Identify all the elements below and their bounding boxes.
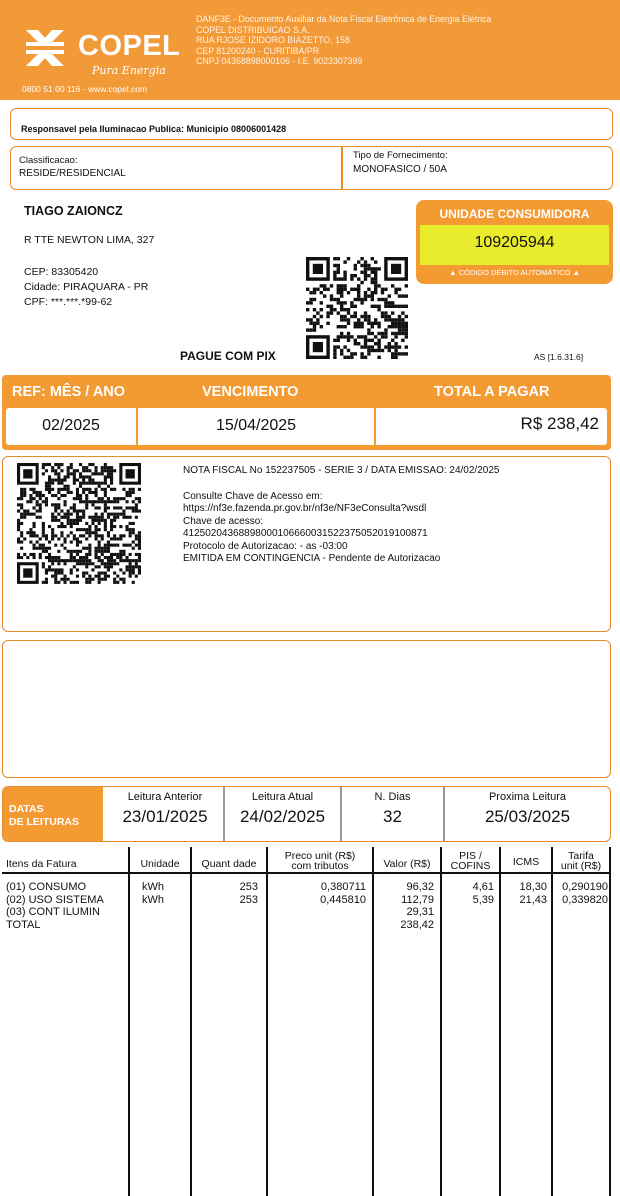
col-icms: ICMS — [512, 856, 540, 868]
table-cell-pis: 5,39 — [472, 893, 494, 906]
icms-col — [501, 881, 547, 906]
classificacao-label: Classificacao: — [19, 155, 78, 166]
proxima-value: 25/03/2025 — [484, 807, 571, 826]
nf-qr-code-icon — [17, 463, 143, 585]
uc-number: 109205944 — [474, 234, 555, 251]
items-col — [6, 881, 104, 931]
preco-col — [268, 881, 366, 906]
col-preco: Preco unit (R$) com tributos — [284, 850, 356, 872]
items-table — [2, 847, 611, 1196]
issuer-line: CNPJ 04368898000106 - I.E. 9023307399 — [196, 56, 363, 66]
table-cell-icms: 18,30 — [519, 881, 547, 893]
nf-line: Chave de acesso: — [183, 515, 264, 527]
uc-box — [416, 200, 613, 284]
pis-col — [442, 881, 494, 906]
blank-box — [2, 640, 611, 778]
nf-link[interactable]: https://nf3e.fazenda.pr.gov.br/nf3e/NF3eConsulta?wsdl — [183, 503, 427, 514]
brand-slogan: Pura Energia — [92, 64, 166, 77]
pix-qr-code-icon — [306, 257, 409, 360]
table-cell-valor: 96,32 — [406, 881, 434, 893]
table-cell-quantidade: 253 — [239, 893, 258, 906]
issuer-line: CEP 81200240 - CURITIBA/PR — [196, 45, 320, 56]
anterior-label: Leitura Anterior — [127, 791, 203, 803]
table-cell-unidade: kWh — [142, 881, 164, 893]
table-cell-tarifa: 0,290190 — [562, 881, 608, 893]
atual-value: 24/02/2025 — [239, 807, 326, 826]
table-row-item: (01) CONSUMO — [6, 881, 87, 893]
total-label: TOTAL A PAGAR — [434, 384, 550, 400]
tarifa-col — [553, 881, 608, 906]
version-code: AS [1.6.31.6] — [534, 352, 584, 362]
atual-label: Leitura Atual — [251, 791, 314, 803]
table-cell-preco: 0,380711 — [320, 881, 366, 893]
dias-value: 32 — [383, 807, 402, 826]
nota-fiscal-box — [2, 456, 611, 632]
issuer-line: COPEL DISTRIBUICAO S.A. — [196, 24, 310, 35]
nf-line: EMITIDA EM CONTINGENCIA - Pendente de Autorizacao — [183, 553, 441, 564]
col-tarifa: Tarifa unit (R$) — [560, 850, 602, 872]
venc-label: VENCIMENTO — [202, 384, 299, 400]
nf-details — [183, 465, 499, 566]
venc-value: 15/04/2025 — [215, 417, 297, 434]
col-quantidade: Quant dade — [201, 858, 257, 870]
divider — [341, 147, 343, 189]
valor-col — [374, 881, 434, 931]
responsavel-box — [10, 108, 613, 140]
table-cell-valor: 29,31 — [406, 906, 434, 918]
table-cell-unidade: kWh — [142, 893, 164, 906]
table-cell-tarifa: 0,339820 — [562, 893, 608, 906]
total-value: R$ 238,42 — [520, 414, 599, 433]
customer-address: R TTE NEWTON LIMA, 327 — [24, 234, 155, 246]
uc-title: UNIDADE CONSUMIDORA — [439, 207, 590, 221]
header-divider — [2, 872, 611, 874]
divider — [609, 847, 611, 1196]
readings-label: DATAS DE LEITURAS — [9, 803, 80, 828]
col-itens: Itens da Fatura — [6, 858, 77, 870]
responsavel-text: Responsavel pela Iluminacao Publica: Municipio 08006001428 — [21, 124, 287, 134]
billing-values — [6, 408, 607, 445]
ref-value: 02/2025 — [42, 417, 100, 434]
dias-label: N. Dias — [374, 791, 411, 803]
customer-cidade: Cidade: PIRAQUARA - PR — [24, 281, 149, 293]
col-unidade: Unidade — [140, 858, 180, 870]
classificacao-box — [10, 146, 613, 190]
pix-label: PAGUE COM PIX — [180, 349, 276, 363]
fornecimento-label: Tipo de Fornecimento: — [353, 150, 448, 161]
copel-logo-icon — [22, 26, 68, 68]
uc-footer: ▲ CÓDIGO DÉBITO AUTOMÁTICO ▲ — [449, 268, 580, 277]
ref-label: REF: MÊS / ANO — [12, 384, 126, 400]
brand-name: COPEL — [78, 30, 181, 62]
uc-number-panel — [420, 225, 609, 265]
table-cell-preco: 0,445810 — [320, 893, 366, 906]
fornecimento-value: MONOFASICO / 50A — [353, 164, 447, 175]
nf-line: Consulte Chave de Acesso em: — [183, 490, 323, 502]
table-row-item: (02) USO SISTEMA — [6, 893, 104, 906]
table-cell-icms: 21,43 — [519, 893, 547, 906]
anterior-value: 23/01/2025 — [122, 807, 208, 826]
billing-band — [2, 375, 611, 450]
nf-line: Protocolo de Autorizacao: - as -03:00 — [183, 540, 348, 552]
col-valor: Valor (R$) — [383, 858, 431, 870]
customer-cpf: CPF: ***.***.*99-62 — [24, 296, 113, 308]
customer-cep: CEP: 83305420 — [24, 266, 99, 278]
unidade-col — [142, 881, 164, 906]
brand-phone-site: 0800 51 00 116 - www.copel.com — [22, 84, 148, 94]
table-row-item: (03) CONT ILUMIN — [6, 906, 100, 918]
col-pis: PIS / COFINS — [450, 850, 491, 872]
issuer-info — [196, 14, 491, 67]
customer-name: TIAGO ZAIONCZ — [24, 204, 123, 218]
table-row-item: TOTAL — [6, 918, 41, 931]
table-cell-pis: 4,61 — [472, 881, 494, 893]
issuer-line: DANF3E - Documento Auxiliar da Nota Fiscal Eletrônica de Energia Elétrica — [196, 14, 492, 24]
divider — [128, 847, 130, 1196]
classificacao-value: RESIDE/RESIDENCIAL — [19, 168, 126, 179]
nf-access-key: 41250204368898000106660031522375052019100871 — [183, 528, 428, 539]
table-cell-quantidade: 253 — [239, 881, 258, 893]
nf-line: NOTA FISCAL No 152237505 - SERIE 3 / DATA EMISSAO: 24/02/2025 — [183, 465, 500, 476]
proxima-label: Proxima Leitura — [488, 791, 567, 803]
table-cell-valor: 238,42 — [400, 918, 434, 931]
readings-label-panel — [3, 787, 103, 842]
table-cell-valor: 112,79 — [401, 893, 434, 906]
quantidade-col — [192, 881, 258, 906]
issuer-line: RUA RJOSE IZIDORO BIAZETTO, 158 — [196, 35, 350, 45]
readings-box — [2, 786, 611, 842]
